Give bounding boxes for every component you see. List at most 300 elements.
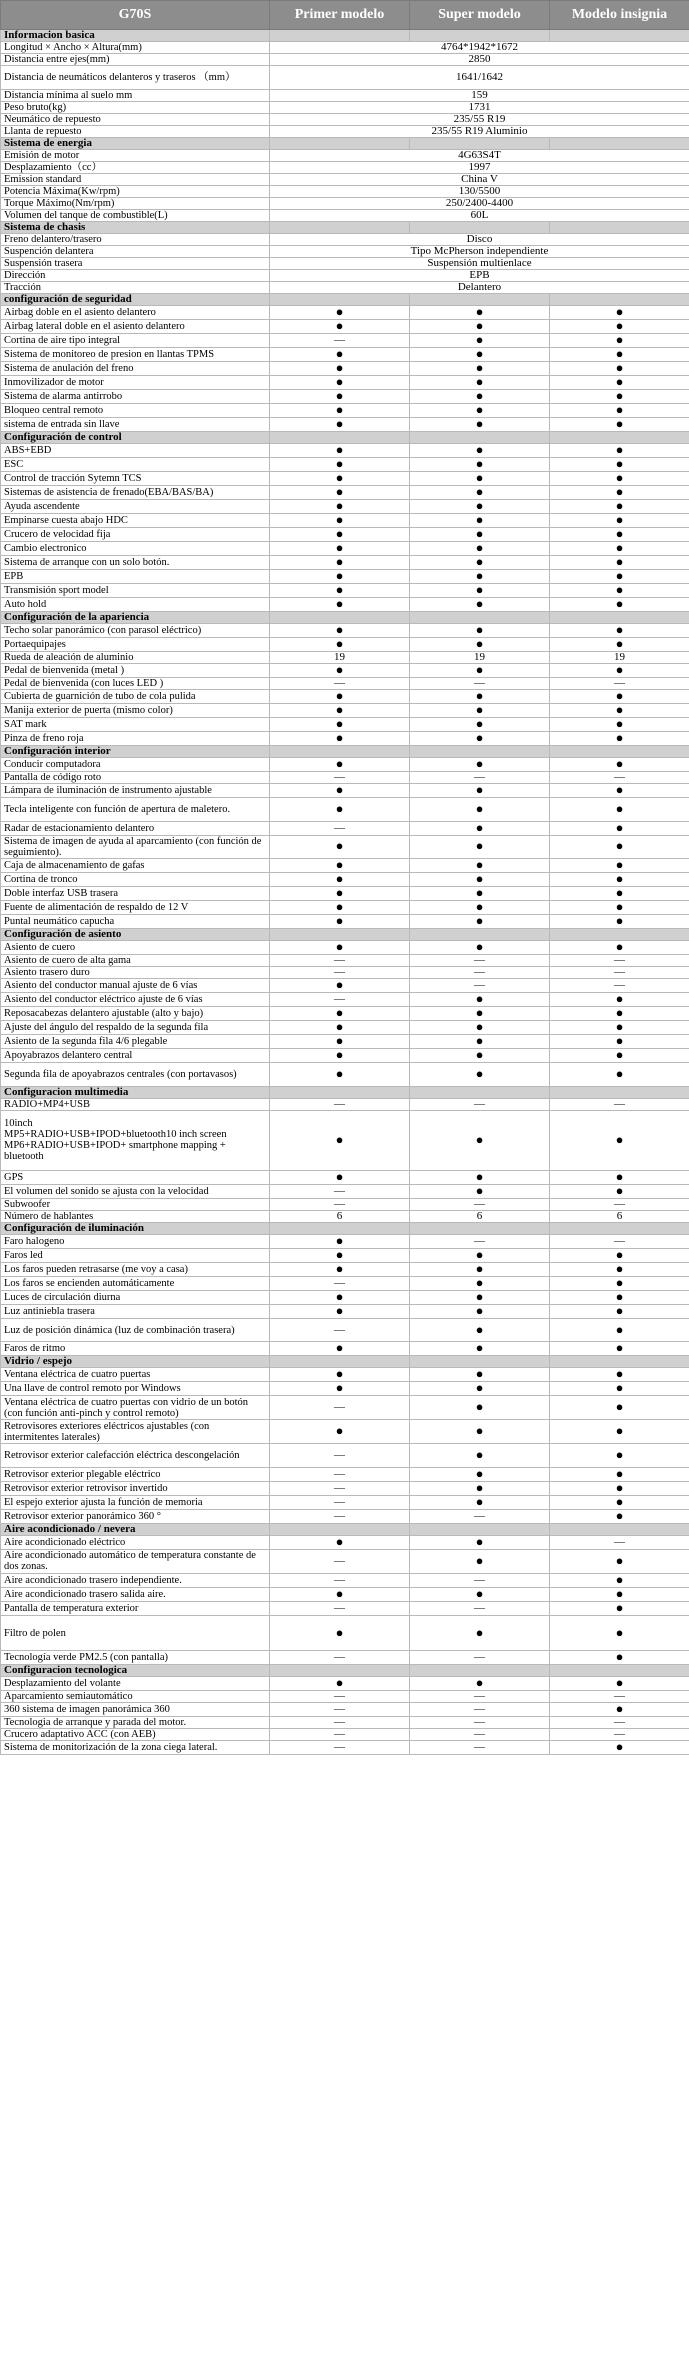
section-header-row: [1, 293, 689, 305]
filled-dot-icon: ●: [615, 305, 624, 319]
spec-row: [1, 89, 689, 101]
value-modelo-insignia-included-dot-icon: [550, 375, 689, 389]
spec-label: Emisión de motor: [1, 149, 270, 161]
dash-icon: —: [614, 954, 625, 967]
value-modelo-insignia-included-dot-icon: [550, 1444, 689, 1468]
spec-row: [1, 717, 689, 731]
value-modelo-insignia-included-dot-icon: [550, 569, 689, 583]
spec-shared-value: 235/55 R19: [270, 113, 689, 125]
spec-row: [1, 42, 689, 54]
spec-row: [1, 1615, 689, 1651]
filled-dot-icon: ●: [475, 1676, 484, 1691]
filled-dot-icon: ●: [475, 527, 484, 541]
value-primer-modelo-included-dot-icon: [270, 1615, 410, 1651]
filled-dot-icon: ●: [615, 1587, 624, 1601]
spec-row: [1, 583, 689, 597]
filled-dot-icon: ●: [335, 1034, 344, 1049]
spec-label: Portaequipajes: [1, 637, 270, 651]
filled-dot-icon: ●: [335, 583, 344, 597]
dash-icon: —: [474, 1703, 485, 1716]
spec-label: El volumen del sonido se ajusta con la velocidad: [1, 1184, 270, 1198]
filled-dot-icon: ●: [475, 471, 484, 485]
value-primer-modelo-not-available-dash: [270, 1741, 410, 1755]
spec-row: [1, 375, 689, 389]
value-super-modelo-not-available-dash: [410, 1234, 550, 1248]
section-header-cell: [410, 1222, 550, 1234]
spec-label: Tracción: [1, 281, 270, 293]
spec-label: Asiento del conductor manual ajuste de 6 vías: [1, 979, 270, 993]
spec-label: Ajuste del ángulo del respaldo de la segunda fila: [1, 1021, 270, 1035]
section-title: Configuración interior: [1, 745, 270, 757]
value-primer-modelo-not-available-dash: [270, 1184, 410, 1198]
filled-dot-icon: ●: [335, 375, 344, 389]
value-modelo-insignia-included-dot-icon: [550, 1021, 689, 1035]
dash-icon: —: [334, 333, 345, 346]
value-primer-modelo-included-dot-icon: [270, 859, 410, 873]
spec-row: [1, 197, 689, 209]
filled-dot-icon: ●: [615, 1624, 624, 1640]
value-super-modelo-included-dot-icon: [410, 333, 550, 347]
filled-dot-icon: ●: [615, 583, 624, 597]
section-header-cell: [550, 30, 689, 42]
spec-label: Torque Máximo(Nm/rpm): [1, 197, 270, 209]
section-header-cell: [410, 611, 550, 623]
dash-icon: —: [334, 1741, 345, 1754]
spec-row: [1, 513, 689, 527]
value-primer-modelo-included-dot-icon: [270, 637, 410, 651]
filled-dot-icon: ●: [335, 731, 344, 745]
section-header-cell: [270, 431, 410, 443]
section-header-cell: [270, 745, 410, 757]
value-modelo-insignia-included-dot-icon: [550, 783, 689, 797]
value-modelo-insignia-included-dot-icon: [550, 821, 689, 835]
filled-dot-icon: ●: [615, 1702, 624, 1717]
value-modelo-insignia-included-dot-icon: [550, 597, 689, 611]
spec-label: Doble interfaz USB trasera: [1, 887, 270, 901]
filled-dot-icon: ●: [615, 555, 624, 569]
value-super-modelo-included-dot-icon: [410, 1007, 550, 1021]
value-primer-modelo-not-available-dash: [270, 1573, 410, 1587]
filled-dot-icon: ●: [615, 783, 624, 797]
filled-dot-icon: ●: [615, 541, 624, 555]
spec-row: [1, 1184, 689, 1198]
spec-label: Ventana eléctrica de cuatro puertas: [1, 1368, 270, 1382]
spec-row: [1, 1495, 689, 1509]
value-primer-modelo-included-dot-icon: [270, 443, 410, 457]
spec-label: Asiento del conductor eléctrico ajuste de 6 vías: [1, 993, 270, 1007]
spec-label: Control de tracción Sytemn TCS: [1, 471, 270, 485]
spec-label: Sistemas de asistencia de frenado(EBA/BAS/BA): [1, 485, 270, 499]
value-primer-modelo-included-dot-icon: [270, 1382, 410, 1396]
spec-label: Techo solar panorámico (con parasol eléctrico): [1, 623, 270, 637]
spec-label: Dirección: [1, 269, 270, 281]
value-modelo-insignia-included-dot-icon: [550, 1318, 689, 1342]
value-modelo-insignia-included-dot-icon: [550, 1049, 689, 1063]
filled-dot-icon: ●: [475, 663, 484, 677]
spec-shared-value: Suspensión multienlace: [270, 257, 689, 269]
section-header-cell: [270, 929, 410, 941]
value-super-modelo-included-dot-icon: [410, 1677, 550, 1691]
value-primer-modelo-included-dot-icon: [270, 1290, 410, 1304]
filled-dot-icon: ●: [615, 1184, 624, 1198]
value-modelo-insignia-included-dot-icon: [550, 499, 689, 513]
value-primer-modelo-not-available-dash: [270, 1276, 410, 1290]
spec-row: [1, 113, 689, 125]
filled-dot-icon: ●: [615, 800, 624, 816]
value-primer-modelo-included-dot-icon: [270, 1420, 410, 1444]
section-header-cell: [270, 293, 410, 305]
spec-row: [1, 527, 689, 541]
value-modelo-insignia-included-dot-icon: [550, 1601, 689, 1615]
spec-label: Aire acondicionado trasero independiente.: [1, 1573, 270, 1587]
value-super-modelo-included-dot-icon: [410, 569, 550, 583]
filled-dot-icon: ●: [615, 1740, 624, 1755]
spec-shared-value: Disco: [270, 233, 689, 245]
spec-row: [1, 403, 689, 417]
value-modelo-insignia-included-dot-icon: [550, 1248, 689, 1262]
spec-label: Aparcamiento semiautomático: [1, 1691, 270, 1703]
value-primer-modelo-not-available-dash: [270, 1717, 410, 1729]
filled-dot-icon: ●: [615, 1276, 624, 1290]
filled-dot-icon: ●: [475, 1276, 484, 1290]
section-title: Configuración de la apariencia: [1, 611, 270, 623]
dash-icon: —: [334, 1716, 345, 1729]
spec-shared-value: 1731: [270, 101, 689, 113]
value-primer-modelo-included-dot-icon: [270, 835, 410, 859]
spec-label: Crucero adaptativo ACC (con AEB): [1, 1729, 270, 1741]
spec-row: [1, 1262, 689, 1276]
value-modelo-insignia-included-dot-icon: [550, 1677, 689, 1691]
filled-dot-icon: ●: [615, 914, 624, 929]
value-modelo-insignia-included-dot-icon: [550, 333, 689, 347]
filled-dot-icon: ●: [615, 1006, 624, 1021]
value-super-modelo: 6: [410, 1210, 550, 1222]
value-primer-modelo-included-dot-icon: [270, 361, 410, 375]
section-title: Vidrio / espejo: [1, 1356, 270, 1368]
dash-icon: —: [614, 1198, 625, 1210]
value-primer-modelo-not-available-dash: [270, 1099, 410, 1111]
value-super-modelo-not-available-dash: [410, 1729, 550, 1741]
value-primer-modelo-included-dot-icon: [270, 1049, 410, 1063]
filled-dot-icon: ●: [335, 569, 344, 583]
filled-dot-icon: ●: [335, 717, 344, 731]
spec-label: Los faros se encienden automáticamente: [1, 1276, 270, 1290]
spec-label: Tecla inteligente con función de apertura de maletero.: [1, 797, 270, 821]
value-super-modelo-included-dot-icon: [410, 1276, 550, 1290]
spec-row: [1, 1396, 689, 1420]
value-super-modelo-not-available-dash: [410, 1741, 550, 1755]
filled-dot-icon: ●: [335, 361, 344, 375]
spec-label: El espejo exterior ajusta la función de memoria: [1, 1495, 270, 1509]
value-super-modelo-included-dot-icon: [410, 731, 550, 745]
value-primer-modelo-included-dot-icon: [270, 1063, 410, 1087]
value-modelo-insignia-included-dot-icon: [550, 835, 689, 859]
spec-row: [1, 457, 689, 471]
dash-icon: —: [334, 1509, 345, 1522]
filled-dot-icon: ●: [615, 1341, 624, 1356]
section-title: Configuración de iluminación: [1, 1222, 270, 1234]
dash-icon: —: [334, 1728, 345, 1741]
spec-row: [1, 1467, 689, 1481]
value-super-modelo-not-available-dash: [410, 771, 550, 783]
value-super-modelo-included-dot-icon: [410, 305, 550, 319]
value-primer-modelo-included-dot-icon: [270, 1677, 410, 1691]
value-primer-modelo-included-dot-icon: [270, 797, 410, 821]
spec-row: [1, 1035, 689, 1049]
spec-label: Tecnologia de arranque y parada del motor.: [1, 1717, 270, 1729]
spec-row: [1, 731, 689, 745]
spec-label: Asiento de cuero de alta gama: [1, 955, 270, 967]
spec-row: [1, 1573, 689, 1587]
filled-dot-icon: ●: [475, 389, 484, 403]
value-modelo-insignia-not-available-dash: [550, 955, 689, 967]
value-super-modelo-included-dot-icon: [410, 1467, 550, 1481]
value-modelo-insignia-included-dot-icon: [550, 1573, 689, 1587]
section-header-row: [1, 30, 689, 42]
spec-label: Pedal de bienvenida (con luces LED ): [1, 677, 270, 689]
value-super-modelo-included-dot-icon: [410, 1063, 550, 1087]
section-header-row: [1, 1523, 689, 1535]
value-primer-modelo-included-dot-icon: [270, 597, 410, 611]
spec-label: Pantalla de temperatura exterior: [1, 1601, 270, 1615]
filled-dot-icon: ●: [335, 1341, 344, 1356]
spec-label: Manija exterior de puerta (mismo color): [1, 703, 270, 717]
value-super-modelo-not-available-dash: [410, 1509, 550, 1523]
value-modelo-insignia-included-dot-icon: [550, 1509, 689, 1523]
dash-icon: —: [334, 954, 345, 967]
filled-dot-icon: ●: [335, 838, 344, 854]
filled-dot-icon: ●: [475, 375, 484, 389]
filled-dot-icon: ●: [615, 319, 624, 333]
value-primer-modelo: 6: [270, 1210, 410, 1222]
value-modelo-insignia-included-dot-icon: [550, 347, 689, 361]
value-super-modelo-not-available-dash: [410, 979, 550, 993]
value-super-modelo-included-dot-icon: [410, 319, 550, 333]
section-header-row: [1, 929, 689, 941]
value-modelo-insignia-included-dot-icon: [550, 1368, 689, 1382]
filled-dot-icon: ●: [615, 1601, 624, 1615]
spec-row: [1, 499, 689, 513]
value-super-modelo-included-dot-icon: [410, 887, 550, 901]
value-super-modelo-not-available-dash: [410, 677, 550, 689]
value-super-modelo-included-dot-icon: [410, 783, 550, 797]
filled-dot-icon: ●: [615, 1552, 624, 1568]
spec-row: [1, 1382, 689, 1396]
filled-dot-icon: ●: [475, 361, 484, 375]
spec-label: Caja de almacenamiento de gafas: [1, 859, 270, 873]
filled-dot-icon: ●: [335, 1234, 344, 1248]
spec-label: Fuente de alimentación de respaldo de 12 V: [1, 901, 270, 915]
value-modelo-insignia-included-dot-icon: [550, 703, 689, 717]
filled-dot-icon: ●: [615, 637, 624, 651]
filled-dot-icon: ●: [475, 1495, 484, 1509]
filled-dot-icon: ●: [335, 1381, 344, 1396]
spec-label: Airbag doble en el asiento delantero: [1, 305, 270, 319]
value-primer-modelo-not-available-dash: [270, 333, 410, 347]
value-primer-modelo-included-dot-icon: [270, 569, 410, 583]
value-super-modelo-included-dot-icon: [410, 361, 550, 375]
filled-dot-icon: ●: [615, 597, 624, 611]
value-primer-modelo-included-dot-icon: [270, 1248, 410, 1262]
section-header-row: [1, 431, 689, 443]
spec-label: Aire acondicionado automático de temperatura constante de dos zonas.: [1, 1549, 270, 1573]
filled-dot-icon: ●: [615, 1131, 624, 1147]
dash-icon: —: [334, 1481, 345, 1494]
spec-row: [1, 1170, 689, 1184]
dash-icon: —: [474, 966, 485, 979]
dash-icon: —: [334, 1651, 345, 1664]
value-super-modelo-not-available-dash: [410, 1691, 550, 1703]
spec-shared-value: 250/2400-4400: [270, 197, 689, 209]
filled-dot-icon: ●: [615, 569, 624, 583]
value-primer-modelo-included-dot-icon: [270, 389, 410, 403]
header-modelo-insignia: Modelo insignia: [550, 1, 689, 30]
spec-label: Pantalla de código roto: [1, 771, 270, 783]
spec-label: Conducir computadora: [1, 757, 270, 771]
filled-dot-icon: ●: [475, 403, 484, 417]
spec-row: [1, 859, 689, 873]
spec-row: [1, 1481, 689, 1495]
spec-label: Cortina de tronco: [1, 873, 270, 887]
value-primer-modelo-included-dot-icon: [270, 783, 410, 797]
spec-label: ESC: [1, 457, 270, 471]
spec-row: [1, 677, 689, 689]
value-modelo-insignia-included-dot-icon: [550, 1549, 689, 1573]
dash-icon: —: [334, 677, 345, 689]
value-modelo-insignia-included-dot-icon: [550, 319, 689, 333]
filled-dot-icon: ●: [475, 1552, 484, 1568]
dash-icon: —: [334, 1601, 345, 1614]
filled-dot-icon: ●: [335, 457, 344, 471]
value-modelo-insignia-included-dot-icon: [550, 663, 689, 677]
value-super-modelo-included-dot-icon: [410, 993, 550, 1007]
value-modelo-insignia-included-dot-icon: [550, 637, 689, 651]
value-primer-modelo-included-dot-icon: [270, 1234, 410, 1248]
value-primer-modelo-included-dot-icon: [270, 583, 410, 597]
value-modelo-insignia-included-dot-icon: [550, 1304, 689, 1318]
spec-label: Retrovisor exterior calefacción eléctrica descongelación: [1, 1444, 270, 1468]
spec-row: [1, 1741, 689, 1755]
spec-label: Pedal de bienvenida (metal ): [1, 663, 270, 677]
dash-icon: —: [334, 1098, 345, 1111]
value-modelo-insignia-included-dot-icon: [550, 915, 689, 929]
filled-dot-icon: ●: [615, 513, 624, 527]
section-header-cell: [270, 1087, 410, 1099]
spec-label: Luz antiniebla trasera: [1, 1304, 270, 1318]
dash-icon: —: [474, 1234, 485, 1247]
value-modelo-insignia: 19: [550, 651, 689, 663]
spec-row: [1, 1248, 689, 1262]
spec-shared-value: China V: [270, 173, 689, 185]
filled-dot-icon: ●: [475, 1399, 484, 1415]
value-primer-modelo-included-dot-icon: [270, 471, 410, 485]
filled-dot-icon: ●: [335, 914, 344, 929]
filled-dot-icon: ●: [335, 513, 344, 527]
filled-dot-icon: ●: [335, 319, 344, 333]
value-primer-modelo-included-dot-icon: [270, 1262, 410, 1276]
section-header-cell: [550, 1222, 689, 1234]
spec-row: [1, 757, 689, 771]
value-modelo-insignia-included-dot-icon: [550, 443, 689, 457]
value-super-modelo-included-dot-icon: [410, 1049, 550, 1063]
value-super-modelo-included-dot-icon: [410, 1318, 550, 1342]
value-modelo-insignia-included-dot-icon: [550, 1262, 689, 1276]
value-primer-modelo-included-dot-icon: [270, 689, 410, 703]
value-modelo-insignia-included-dot-icon: [550, 887, 689, 901]
value-primer-modelo-not-available-dash: [270, 967, 410, 979]
value-primer-modelo-included-dot-icon: [270, 873, 410, 887]
value-primer-modelo-included-dot-icon: [270, 347, 410, 361]
filled-dot-icon: ●: [475, 1034, 484, 1049]
section-header-cell: [410, 30, 550, 42]
spec-row: [1, 993, 689, 1007]
value-super-modelo-included-dot-icon: [410, 1396, 550, 1420]
spec-label: Cortina de aire tipo integral: [1, 333, 270, 347]
spec-row: [1, 1444, 689, 1468]
value-super-modelo-not-available-dash: [410, 1703, 550, 1717]
filled-dot-icon: ●: [335, 1304, 344, 1318]
spec-row: [1, 1111, 689, 1171]
section-header-cell: [270, 30, 410, 42]
spec-row: [1, 1651, 689, 1665]
spec-shared-value: 235/55 R19 Aluminio: [270, 125, 689, 137]
spec-label: Aire acondicionado eléctrico: [1, 1535, 270, 1549]
value-primer-modelo-not-available-dash: [270, 993, 410, 1007]
filled-dot-icon: ●: [475, 541, 484, 555]
spec-label: Filtro de polen: [1, 1615, 270, 1651]
spec-row: [1, 771, 689, 783]
spec-row: [1, 1234, 689, 1248]
dash-icon: —: [474, 1098, 485, 1111]
filled-dot-icon: ●: [475, 597, 484, 611]
dash-icon: —: [334, 821, 345, 834]
spec-row: [1, 1318, 689, 1342]
spec-shared-value: 1641/1642: [270, 66, 689, 90]
filled-dot-icon: ●: [615, 471, 624, 485]
value-super-modelo-included-dot-icon: [410, 389, 550, 403]
spec-shared-value: 1997: [270, 161, 689, 173]
value-super-modelo-included-dot-icon: [410, 717, 550, 731]
spec-label: Distancia de neumáticos delanteros y traseros （mm）: [1, 66, 270, 90]
filled-dot-icon: ●: [335, 555, 344, 569]
filled-dot-icon: ●: [335, 637, 344, 651]
filled-dot-icon: ●: [475, 1467, 484, 1481]
value-super-modelo-included-dot-icon: [410, 1111, 550, 1171]
filled-dot-icon: ●: [335, 703, 344, 717]
dash-icon: —: [474, 1690, 485, 1703]
value-primer-modelo-not-available-dash: [270, 1444, 410, 1468]
value-modelo-insignia-included-dot-icon: [550, 527, 689, 541]
filled-dot-icon: ●: [335, 1066, 344, 1082]
filled-dot-icon: ●: [335, 1170, 344, 1184]
spec-label: Los faros pueden retrasarse (me voy a casa): [1, 1262, 270, 1276]
filled-dot-icon: ●: [615, 1290, 624, 1304]
spec-label: Aire acondicionado trasero salida aire.: [1, 1587, 270, 1601]
value-primer-modelo-not-available-dash: [270, 1481, 410, 1495]
filled-dot-icon: ●: [615, 858, 624, 873]
value-modelo-insignia-included-dot-icon: [550, 1703, 689, 1717]
filled-dot-icon: ●: [475, 1020, 484, 1035]
table-header: [1, 1, 689, 30]
value-primer-modelo-included-dot-icon: [270, 1535, 410, 1549]
value-modelo-insignia-not-available-dash: [550, 1691, 689, 1703]
spec-label: GPS: [1, 1170, 270, 1184]
dash-icon: —: [334, 1495, 345, 1508]
section-header-row: [1, 1222, 689, 1234]
spec-row: [1, 443, 689, 457]
spec-row: [1, 597, 689, 611]
value-modelo-insignia-not-available-dash: [550, 1234, 689, 1248]
